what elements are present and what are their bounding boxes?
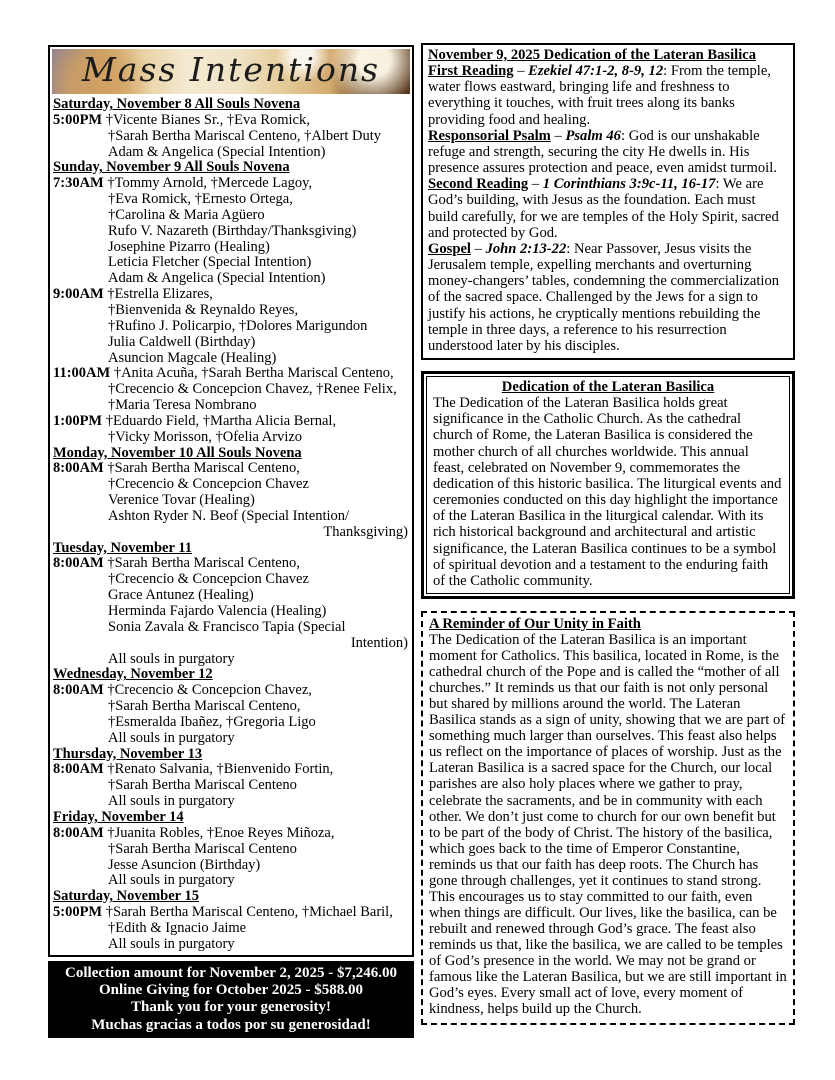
reading-reference: Ezekiel 47:1-2, 8-9, 12 — [528, 63, 664, 80]
dedication-box-inner — [426, 376, 790, 594]
mass-time: 8:00AM — [53, 825, 104, 841]
mass-time: 7:30AM — [53, 176, 104, 192]
mass-intention-text: Adam & Angelica (Special Intention) — [108, 271, 326, 287]
mass-line — [50, 145, 412, 161]
mass-line — [50, 921, 412, 937]
mass-time: 8:00AM — [53, 762, 104, 778]
day-header: Monday, November 10 All Souls Novena — [53, 445, 302, 461]
mass-line — [50, 525, 412, 541]
mass-line — [50, 826, 412, 842]
mass-intentions-title: Mass Intentions — [81, 50, 381, 89]
mass-intention-text: †Crecencio & Concepcion Chavez — [108, 572, 309, 588]
dedication-body: The Dedication of the Lateran Basilica holds great significance in the Catholic Church. As the cathedral church of Rome, the Lateran Basilica is considered the mother church of all churches worldwide. This annual feast, celebrated on November 9, commemorates the dedication of this historic basilica. The liturgical events and ceremonies conducted on this day highlight the importance of the Lateran Basilica in the liturgical calendar. With its rich historical background and architectural and artistic significance, the Lateran Basilica continues to be a symbol of spiritual devotion and a testament to the enduring faith of the Catholic community. — [433, 395, 782, 589]
readings-list — [428, 63, 788, 354]
mass-intention-text: Herminda Fajardo Valencia (Healing) — [108, 604, 327, 619]
mass-line — [50, 477, 412, 493]
mass-intention-text: Verenice Tovar (Healing) — [108, 493, 255, 509]
mass-line — [50, 905, 412, 921]
mass-intention-text: All souls in purgatory — [108, 730, 235, 746]
mass-intention-text: Julia Caldwell (Birthday) — [108, 334, 256, 350]
mass-line — [50, 335, 412, 351]
reading-label: Responsorial Psalm — [428, 127, 551, 144]
mass-intention-text: †Renato Salvania, †Bienvenido Fortin, — [107, 762, 334, 778]
mass-line — [50, 794, 412, 810]
mass-time: 5:00PM — [53, 905, 103, 921]
day-header: Sunday, November 9 All Souls Novena — [53, 160, 290, 176]
reading-reference: John 2:13-22 — [485, 240, 567, 257]
right-column — [421, 43, 795, 1025]
collection-box — [48, 961, 414, 1039]
mass-line — [50, 414, 412, 430]
mass-line — [50, 636, 412, 652]
mass-intention-text: Sonia Zavala & Francisco Tapia (Special — [108, 619, 346, 635]
mass-line — [50, 366, 412, 382]
mass-line — [50, 129, 412, 145]
mass-intention-text: All souls in purgatory — [108, 794, 235, 810]
mass-intention-text: †Crecencio & Concepcion Chavez, — [107, 683, 312, 699]
mass-intention-text: Thanksgiving) — [323, 524, 408, 540]
unity-body: The Dedication of the Lateran Basilica is an important moment for Catholics. This basilica, located in Rome, is the cathedral church of the Pope and is called the “mother of all churches.” It reminds us that our faith is not only personal but shared by millions around the world. The Lateran Basilica stands as a sign of unity, showing that we are part of something much larger than ourselves. This feast also helps us reflect on the importance of places of worship. Just as the Lateran Basilica is a sacred space for the Church, our local parishes are also holy places where we gather to pray, celebrate the sacraments, and be in community with each other. We don’t just come to church for our own benefit but to be part of the body of Christ. The history of the basilica, which goes back to the time of Emperor Constantine, reminds us that our faith has deep roots. The Church has gone through challenges, yet it continues to stand strong. This encourages us to stay committed to our faith, even when things are difficult. Our lives, like the basilica, can be rebuilt and renewed through God’s grace. The feast also reminds us that, like the basilica, we are called to be temples of God’s presence in the world. We may not be grand or famous like the Lateran Basilica, but we are still important in God’s eyes. Every small act of love, every moment of kindness, helps build up the Church. — [429, 632, 787, 1018]
mass-time: 8:00AM — [53, 461, 104, 477]
mass-days — [50, 96, 412, 955]
collection-line: Thank you for your generosity! — [130, 999, 332, 1016]
mass-line — [50, 652, 412, 668]
mass-line — [50, 556, 412, 572]
reading-summary: Near Passover, Jesus visits the Jerusalem temple, expelling merchants and overturning money-changers’ tables, condemning the commercialization of the sacred space. Challenged by the Jews for a sign to justify his actions, he cryptically mentions rebuilding the temple in three days, a reference to his resurrection understood later by his disciples. — [428, 240, 780, 354]
mass-intention-text: †Crecencio & Concepcion Chavez — [108, 477, 309, 493]
mass-intention-text: †Sarah Bertha Mariscal Centeno, — [107, 461, 300, 477]
mass-line — [50, 620, 412, 636]
readings-box — [421, 43, 795, 360]
mass-intention-text: †Sarah Bertha Mariscal Centeno, — [107, 556, 300, 572]
mass-intention-text: †Maria Teresa Nombrano — [108, 398, 257, 414]
mass-intention-text: †Vicky Morisson, †Ofelia Arvizo — [108, 429, 303, 445]
mass-intention-text: †Esmeralda Ibañez, †Gregoria Ligo — [108, 714, 316, 730]
mass-intention-text: †Eduardo Field, †Martha Alicia Bernal, — [105, 413, 337, 429]
dedication-title: Dedication of the Lateran Basilica — [501, 378, 715, 395]
mass-line — [50, 271, 412, 287]
mass-line — [50, 572, 412, 588]
unity-box — [421, 611, 795, 1025]
mass-intention-text: Intention) — [350, 635, 408, 651]
reading-reference: 1 Corinthians 3:9c-11, 16-17 — [542, 176, 716, 193]
mass-line — [50, 461, 412, 477]
mass-line — [50, 176, 412, 192]
day-header: Thursday, November 13 — [53, 746, 203, 762]
reading-text-block: First Reading – Ezekiel 47:1-2, 8-9, 12: From the temple, water flows eastward, bringing life and freshness to everything it touches, with fruit trees along its banks providing food and healing. — [428, 63, 771, 128]
mass-intention-text: †Edith & Ignacio Jaime — [108, 920, 247, 936]
mass-line — [50, 287, 412, 303]
mass-intention-text: †Tommy Arnold, †Mercede Lagoy, — [107, 176, 312, 192]
mass-intention-text: Asuncion Magcale (Healing) — [108, 350, 277, 366]
mass-intention-text: All souls in purgatory — [108, 651, 235, 667]
mass-intention-text: Josephine Pizarro (Healing) — [108, 239, 270, 255]
mass-line — [50, 873, 412, 889]
collection-line: Muchas gracias a todos por su generosidad! — [91, 1016, 371, 1033]
mass-intention-text: †Anita Acuña, †Sarah Bertha Mariscal Centeno, — [113, 366, 394, 382]
mass-intention-text: †Sarah Bertha Mariscal Centeno, †Michael Baril, — [105, 905, 393, 921]
reading-label: Gospel — [428, 240, 471, 257]
reading-summary: From the temple, water flows eastward, bringing life and freshness to everything it touches, with fruit trees along its banks providing food and healing. — [428, 63, 771, 128]
readings-title: November 9, 2025 Dedication of the Lateran Basilica — [428, 47, 757, 63]
collection-line: Online Giving for October 2025 - $588.00 — [98, 981, 364, 998]
reading-label: Second Reading — [428, 176, 529, 193]
reading-paragraph — [428, 63, 788, 128]
reading-label: First Reading — [428, 63, 514, 80]
reading-paragraph — [428, 176, 788, 241]
mass-line — [50, 398, 412, 414]
mass-intention-text: Adam & Angelica (Special Intention) — [108, 144, 326, 160]
day-header: Wednesday, November 12 — [53, 667, 213, 683]
reading-text-block: Gospel – John 2:13-22: Near Passover, Jesus visits the Jerusalem temple, expelling merchants and overturning money-changers’ tables, condemning the commercialization of the sacred space. Challenged by the Jews for a sign to justify his actions, he cryptically mentions rebuilding the temple in three days, a reference to his resurrection understood later by his disciples. — [428, 240, 780, 354]
mass-line — [50, 224, 412, 240]
reading-paragraph — [428, 241, 788, 354]
mass-line — [50, 303, 412, 319]
dedication-box — [421, 371, 795, 599]
mass-intention-text: †Sarah Bertha Mariscal Centeno — [108, 841, 297, 857]
mass-intention-text: †Juanita Robles, †Enoe Reyes Miñoza, — [107, 825, 335, 841]
mass-line — [50, 604, 412, 620]
mass-intention-text: All souls in purgatory — [108, 873, 235, 889]
mass-line — [50, 113, 412, 129]
mass-line — [50, 699, 412, 715]
day-header: Tuesday, November 11 — [53, 540, 192, 556]
mass-intention-text: †Carolina & Maria Agüero — [108, 207, 265, 223]
mass-line — [50, 208, 412, 224]
reading-reference: Psalm 46 — [565, 127, 621, 144]
reading-summary: God is our unshakable refuge and strength, securing the city He dwells in. His presence assures protection and peace, even amidst turmoil. — [428, 127, 777, 177]
mass-time: 8:00AM — [53, 683, 104, 699]
reading-paragraph — [428, 128, 788, 176]
day-header: Friday, November 14 — [53, 809, 184, 825]
mass-line — [50, 255, 412, 271]
mass-time: 9:00AM — [53, 287, 104, 303]
mass-line — [50, 430, 412, 446]
mass-line — [50, 382, 412, 398]
mass-intentions-box — [48, 45, 414, 957]
mass-line — [50, 493, 412, 509]
mass-line — [50, 937, 412, 953]
mass-intention-text: Grace Antunez (Healing) — [108, 588, 254, 604]
mass-intention-text: All souls in purgatory — [108, 936, 235, 952]
mass-line — [50, 715, 412, 731]
mass-intention-text: †Bienvenida & Reynaldo Reyes, — [108, 302, 299, 318]
mass-intention-text: Jesse Asuncion (Birthday) — [108, 857, 261, 873]
mass-time: 1:00PM — [53, 413, 103, 429]
mass-line — [50, 731, 412, 747]
mass-intention-text: Leticia Fletcher (Special Intention) — [108, 255, 312, 271]
mass-line — [50, 588, 412, 604]
day-header: Saturday, November 8 All Souls Novena — [53, 97, 301, 112]
mass-line — [50, 509, 412, 525]
mass-line — [50, 319, 412, 335]
mass-intention-text: †Sarah Bertha Mariscal Centeno, †Albert Duty — [108, 128, 382, 144]
mass-time: 8:00AM — [53, 556, 104, 572]
mass-intention-text: †Sarah Bertha Mariscal Centeno, — [108, 699, 301, 715]
mass-intention-text: Ashton Ryder N. Beof (Special Intention/ — [108, 508, 350, 524]
mass-line — [50, 842, 412, 858]
reading-text-block: Responsorial Psalm – Psalm 46: God is our unshakable refuge and strength, securing the city He dwells in. His presence assures protection and peace, even amidst turmoil. — [428, 127, 777, 177]
mass-line — [50, 858, 412, 874]
mass-intentions-banner-image — [52, 49, 410, 94]
reading-summary: We are God’s building, with Jesus as the foundation. Each must build carefully, for we are temples of the Holy Spirit, sacred and protected by God. — [428, 176, 779, 241]
unity-title: A Reminder of Our Unity in Faith — [429, 616, 641, 632]
mass-time: 11:00AM — [53, 366, 111, 382]
mass-intention-text: †Crecencio & Concepcion Chavez, †Renee Felix, — [108, 382, 397, 398]
mass-intention-text: †Vicente Bianes Sr., †Eva Romick, — [105, 112, 310, 128]
day-header: Saturday, November 15 — [53, 889, 199, 905]
mass-line — [50, 240, 412, 256]
mass-time: 5:00PM — [53, 112, 103, 128]
mass-intention-text: †Sarah Bertha Mariscal Centeno — [108, 778, 297, 794]
collection-line: Collection amount for November 2, 2025 - $7,246.00 — [65, 964, 397, 981]
mass-intention-text: †Estrella Elizares, — [107, 287, 213, 303]
reading-text-block: Second Reading – 1 Corinthians 3:9c-11, 16-17: We are God’s building, with Jesus as the foundation. Each must build carefully, for we are temples of the Holy Spirit, sacred and protected by God. — [428, 176, 779, 241]
mass-line — [50, 351, 412, 367]
mass-line — [50, 683, 412, 699]
left-column — [48, 45, 414, 1038]
mass-line — [50, 778, 412, 794]
mass-line — [50, 192, 412, 208]
mass-line — [50, 762, 412, 778]
mass-intention-text: Rufo V. Nazareth (Birthday/Thanksgiving) — [108, 223, 357, 239]
mass-intention-text: †Eva Romick, †Ernesto Ortega, — [108, 192, 293, 208]
mass-intention-text: †Rufino J. Policarpio, †Dolores Marigundon — [108, 318, 368, 334]
